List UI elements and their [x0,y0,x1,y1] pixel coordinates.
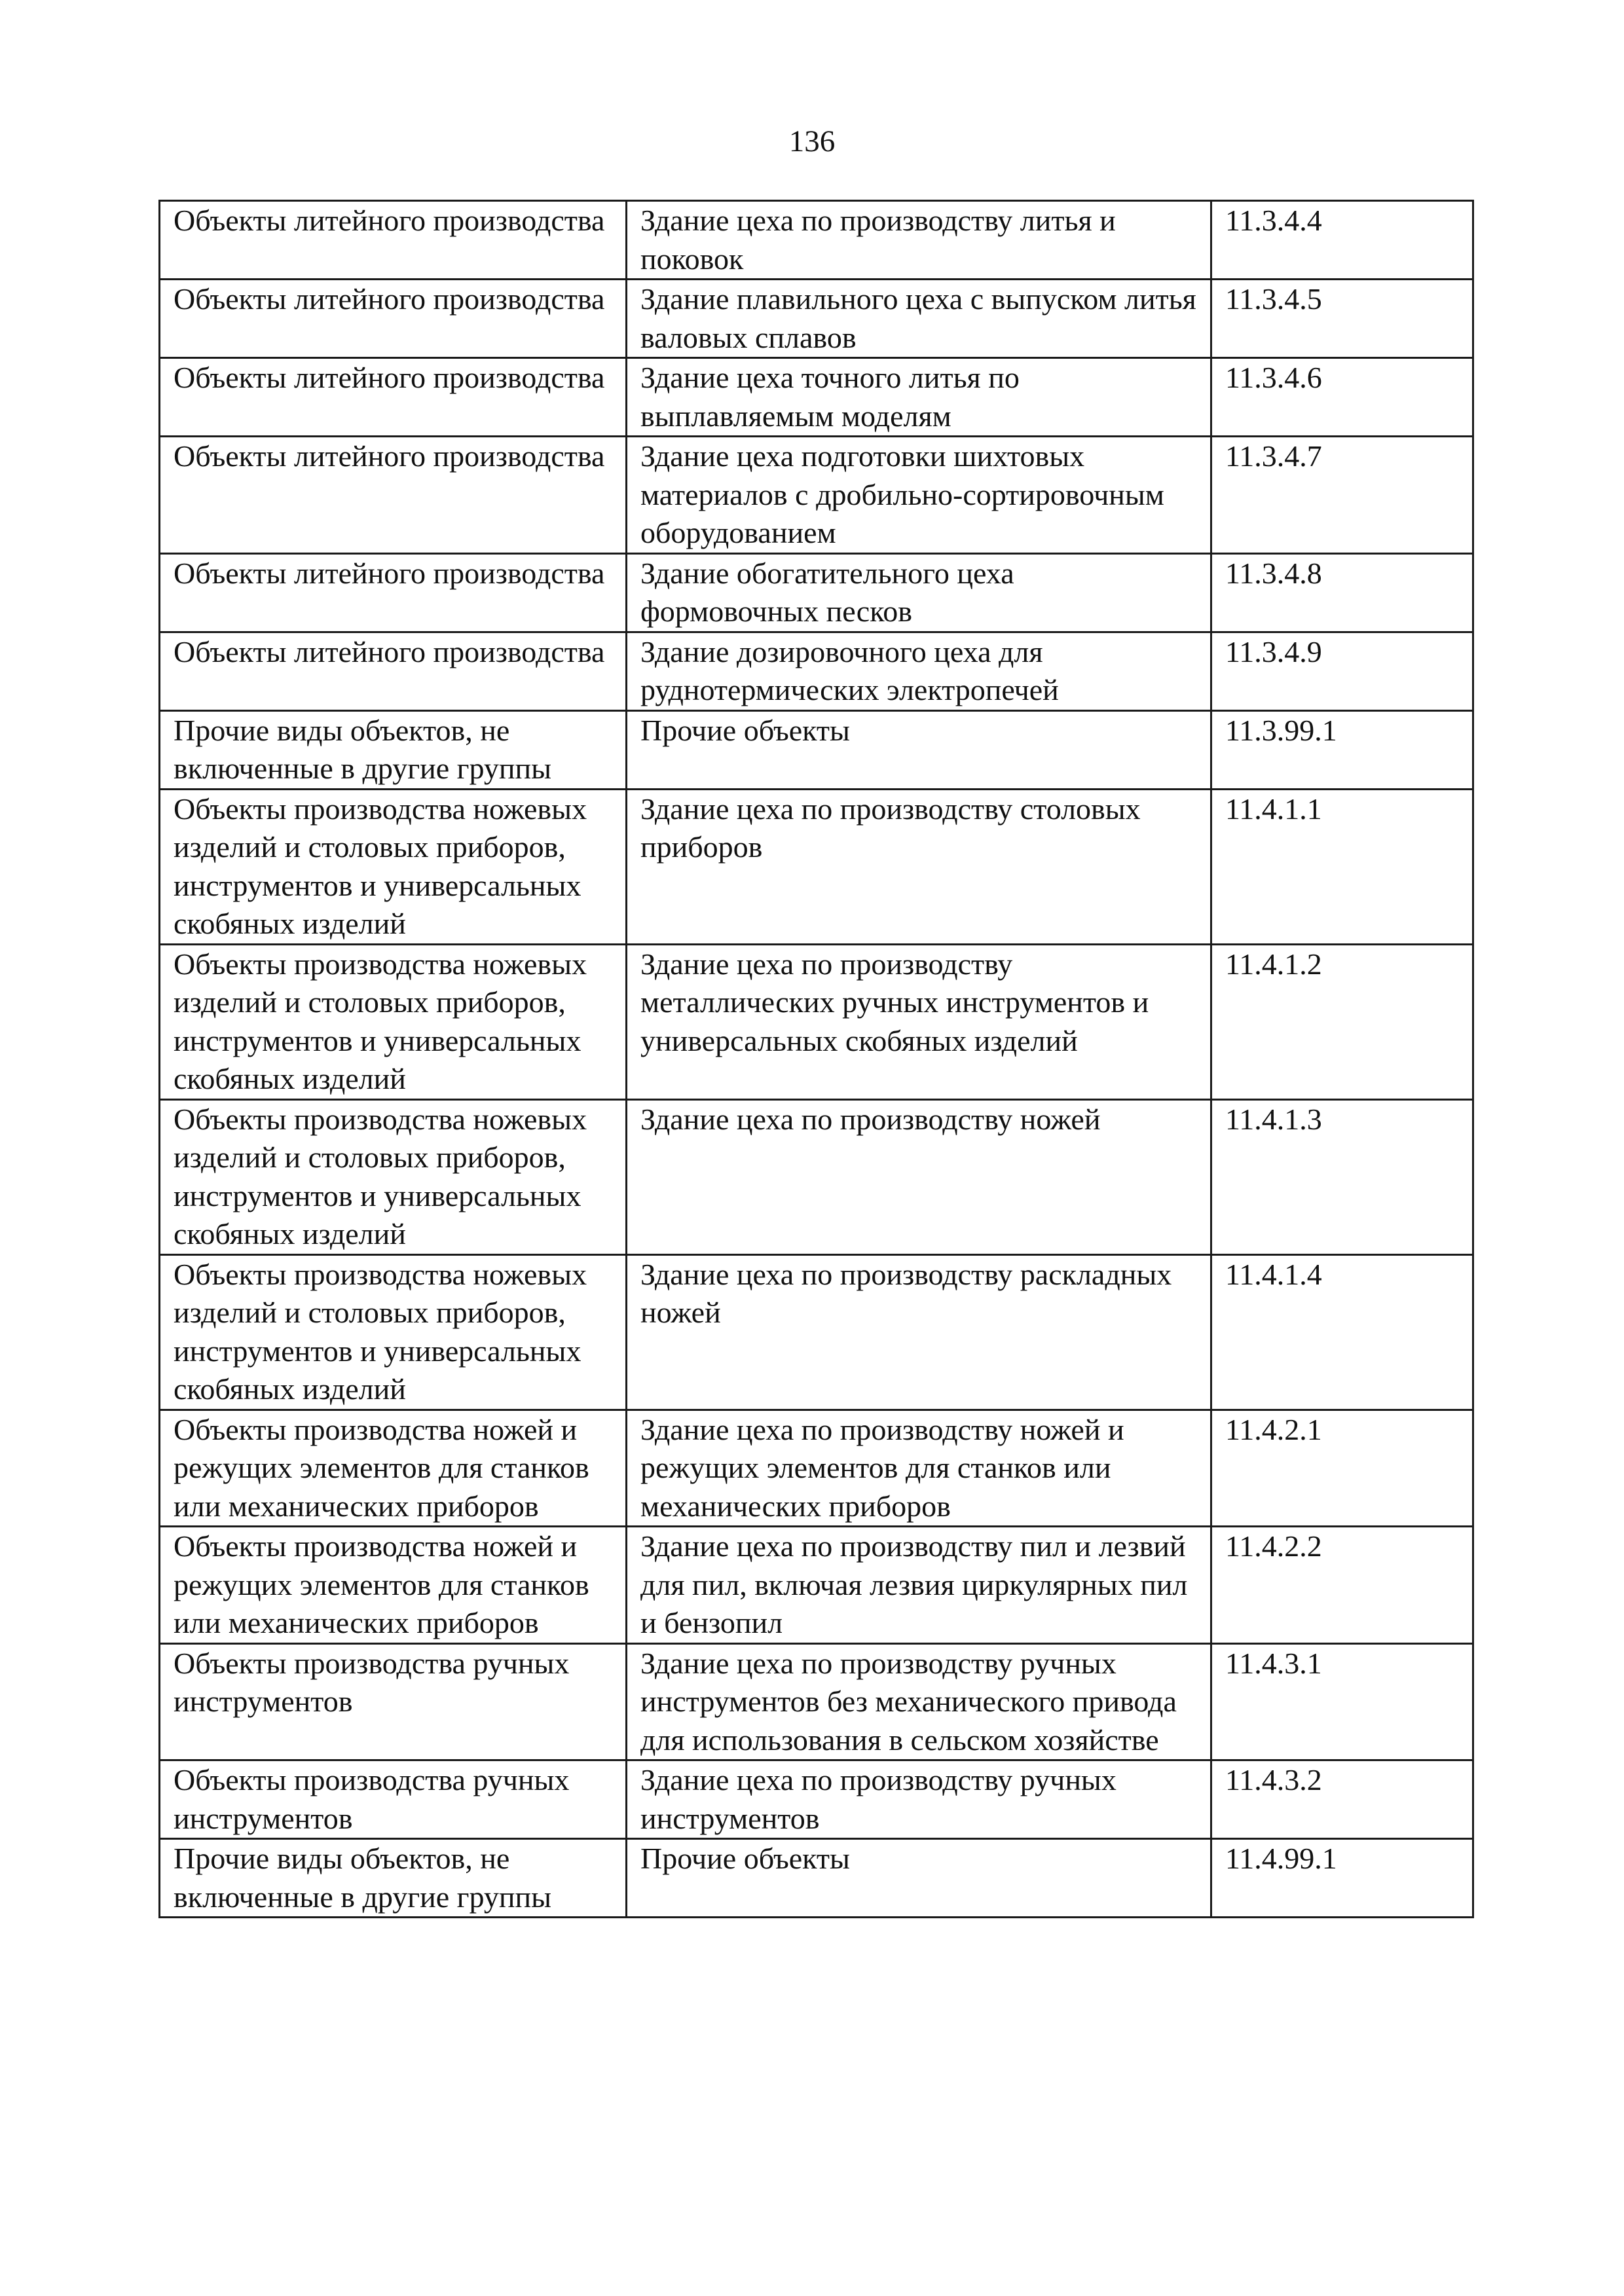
table-row [160,632,1473,710]
code-cell: 11.3.4.4 [1211,201,1473,280]
building-cell: Здание цеха по производству ручных инструментов [627,1760,1211,1839]
code-cell: 11.4.3.1 [1211,1643,1473,1760]
code-cell: 11.3.99.1 [1211,710,1473,789]
table-row [160,1527,1473,1644]
building-cell: Здание дозировочного цеха для руднотермических электропечей [627,632,1211,710]
code-cell: 11.3.4.7 [1211,437,1473,554]
building-cell: Прочие объекты [627,1839,1211,1918]
object-type-cell: Объекты литейного производства [160,201,627,280]
table-row [160,553,1473,632]
code-cell: 11.4.3.2 [1211,1760,1473,1839]
building-cell: Здание цеха по производству литья и поковок [627,201,1211,280]
code-cell: 11.3.4.9 [1211,632,1473,710]
object-type-cell: Объекты литейного производства [160,280,627,358]
code-cell: 11.4.1.1 [1211,789,1473,944]
classification-table [158,200,1474,1918]
building-cell: Здание плавильного цеха с выпуском литья валовых сплавов [627,280,1211,358]
object-type-cell: Объекты производства ножевых изделий и столовых приборов, инструментов и универсальных скобяных изделий [160,789,627,944]
table-row [160,358,1473,437]
building-cell: Здание цеха по производству металлических ручных инструментов и универсальных скобяных изделий [627,944,1211,1099]
object-type-cell: Объекты литейного производства [160,437,627,554]
building-cell: Прочие объекты [627,710,1211,789]
code-cell: 11.3.4.5 [1211,280,1473,358]
table-row [160,1410,1473,1527]
code-cell: 11.4.1.4 [1211,1254,1473,1410]
code-cell: 11.4.99.1 [1211,1839,1473,1918]
building-cell: Здание цеха точного литья по выплавляемым моделям [627,358,1211,437]
code-cell: 11.4.1.3 [1211,1099,1473,1254]
object-type-cell: Объекты производства ножей и режущих элементов для станков или механических приборов [160,1410,627,1527]
building-cell: Здание цеха по производству столовых приборов [627,789,1211,944]
object-type-cell: Прочие виды объектов, не включенные в другие группы [160,710,627,789]
table-row [160,789,1473,944]
code-cell: 11.3.4.8 [1211,553,1473,632]
object-type-cell: Объекты литейного производства [160,358,627,437]
object-type-cell: Прочие виды объектов, не включенные в другие группы [160,1839,627,1918]
building-cell: Здание цеха по производству ножей и режущих элементов для станков или механических приборов [627,1410,1211,1527]
building-cell: Здание обогатительного цеха формовочных песков [627,553,1211,632]
object-type-cell: Объекты литейного производства [160,553,627,632]
code-cell: 11.4.2.1 [1211,1410,1473,1527]
object-type-cell: Объекты производства ножевых изделий и столовых приборов, инструментов и универсальных скобяных изделий [160,1254,627,1410]
object-type-cell: Объекты производства ручных инструментов [160,1643,627,1760]
table-row [160,280,1473,358]
object-type-cell: Объекты литейного производства [160,632,627,710]
building-cell: Здание цеха подготовки шихтовых материалов с дробильно-сортировочным оборудованием [627,437,1211,554]
code-cell: 11.3.4.6 [1211,358,1473,437]
building-cell: Здание цеха по производству ножей [627,1099,1211,1254]
object-type-cell: Объекты производства ножевых изделий и столовых приборов, инструментов и универсальных скобяных изделий [160,1099,627,1254]
page-number: 136 [788,124,836,158]
building-cell: Здание цеха по производству пил и лезвий для пил, включая лезвия циркулярных пил и бензопил [627,1527,1211,1644]
code-cell: 11.4.2.2 [1211,1527,1473,1644]
table-row [160,944,1473,1099]
table-row [160,1643,1473,1760]
table-row [160,710,1473,789]
building-cell: Здание цеха по производству ручных инструментов без механического привода для использования в сельском хозяйстве [627,1643,1211,1760]
table-row [160,1099,1473,1254]
object-type-cell: Объекты производства ножевых изделий и столовых приборов, инструментов и универсальных скобяных изделий [160,944,627,1099]
table-row [160,437,1473,554]
table-row [160,201,1473,280]
object-type-cell: Объекты производства ручных инструментов [160,1760,627,1839]
building-cell: Здание цеха по производству раскладных ножей [627,1254,1211,1410]
table-row [160,1760,1473,1839]
code-cell: 11.4.1.2 [1211,944,1473,1099]
object-type-cell: Объекты производства ножей и режущих элементов для станков или механических приборов [160,1527,627,1644]
table-row [160,1254,1473,1410]
table-row [160,1839,1473,1918]
